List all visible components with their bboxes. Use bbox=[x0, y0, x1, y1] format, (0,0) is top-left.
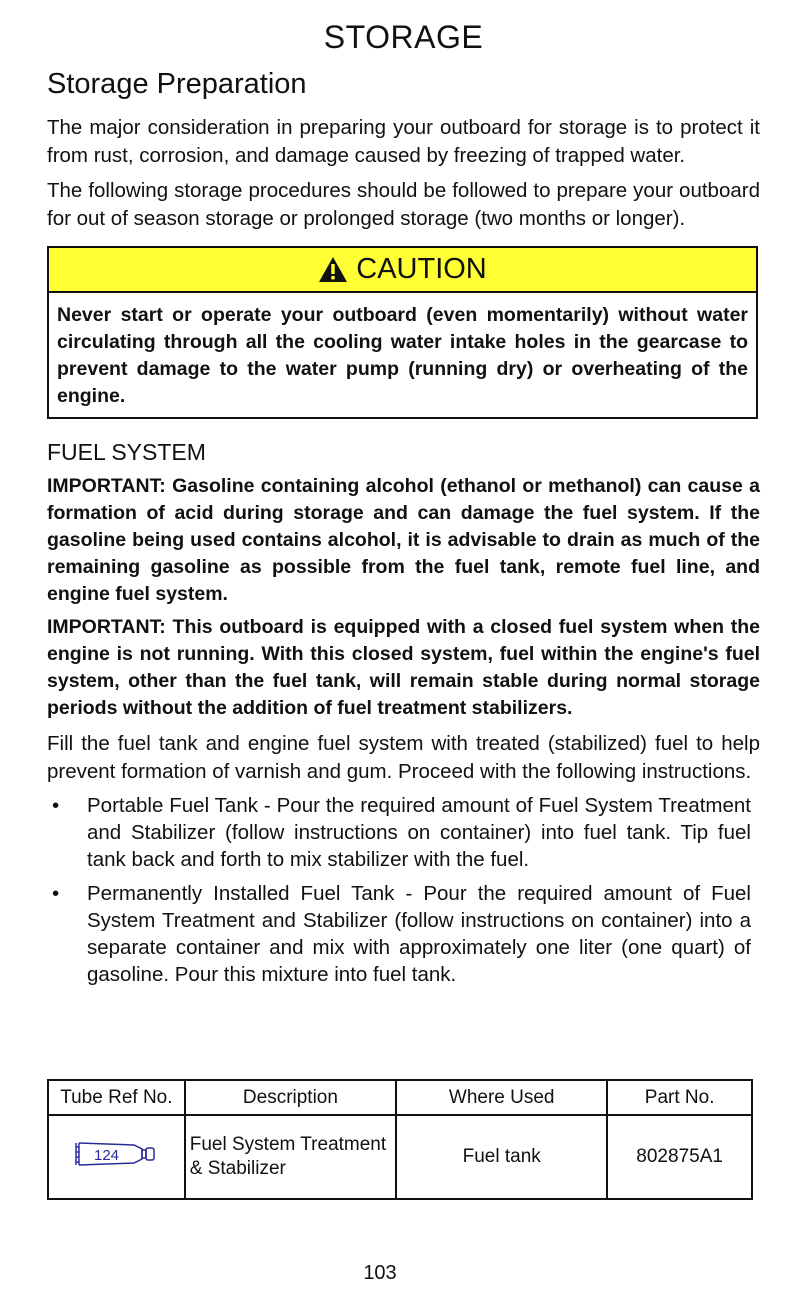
tube-ref-number: 124 bbox=[94, 1147, 120, 1164]
page bbox=[47, 0, 760, 988]
cell-part-no: 802875A1 bbox=[607, 1115, 752, 1199]
bullet-marker: • bbox=[52, 794, 60, 817]
lubricant-tube-icon bbox=[74, 1139, 158, 1169]
parts-table bbox=[47, 1079, 753, 1200]
intro-paragraph-2: The following storage procedures should be followed to prepare your outboard for out of season storage or prolonged storage (two months or longer). bbox=[47, 179, 760, 230]
bullet-text: Portable Fuel Tank - Pour the required amount of Fuel System Treatment and Stabilizer (follow instructions on container) into fuel tank. Tip fuel tank back and forth to mix stabilizer with the fuel. bbox=[87, 794, 751, 871]
warning-triangle-icon bbox=[318, 256, 348, 283]
cell-where-used: Fuel tank bbox=[396, 1115, 607, 1199]
caution-box bbox=[47, 246, 758, 419]
list-item bbox=[47, 792, 751, 873]
cell-description: Fuel System Treatment & Stabilizer bbox=[185, 1115, 396, 1199]
bullet-text: Permanently Installed Fuel Tank - Pour the required amount of Fuel System Treatment and Stabilizer (follow instructions on container) into a separate container and mix with approximately one liter (one quart) of gasoline. Pour this mixture into fuel tank. bbox=[87, 882, 751, 986]
header-tube-ref: Tube Ref No. bbox=[48, 1080, 185, 1115]
fuel-system-heading: FUEL SYSTEM bbox=[47, 439, 206, 465]
header-part-no: Part No. bbox=[607, 1080, 752, 1115]
page-number: 103 bbox=[363, 1262, 397, 1284]
caution-text: Never start or operate your outboard (even momentarily) without water circulating through all the cooling water intake holes in the gearcase to prevent damage to the water pump (running dry) or overheating of the engine. bbox=[57, 304, 748, 407]
storage-preparation-title: Storage Preparation bbox=[47, 68, 307, 100]
cell-tube-ref bbox=[48, 1115, 185, 1199]
section-title: STORAGE bbox=[323, 19, 484, 55]
fuel-instructions-paragraph: Fill the fuel tank and engine fuel system with treated (stabilized) fuel to help prevent formation of varnish and gum. Proceed with the following instructions. bbox=[47, 732, 760, 783]
intro-paragraph-1: The major consideration in preparing your outboard for storage is to protect it from rust, corrosion, and damage caused by freezing of trapped water. bbox=[47, 116, 760, 167]
table-header-row bbox=[48, 1080, 752, 1115]
table-row bbox=[48, 1115, 752, 1199]
header-description: Description bbox=[185, 1080, 396, 1115]
caution-header bbox=[49, 248, 756, 293]
list-item bbox=[47, 880, 751, 988]
important-note-2: IMPORTANT: This outboard is equipped with a closed fuel system when the engine is not running. With this closed system, fuel within the engine's fuel system, other than the fuel tank, will remain stable during normal storage periods without the addition of fuel treatment stabilizers. bbox=[47, 616, 760, 719]
caution-label: CAUTION bbox=[356, 253, 487, 285]
header-where-used: Where Used bbox=[396, 1080, 607, 1115]
important-note-1: IMPORTANT: Gasoline containing alcohol (ethanol or methanol) can cause a formation of acid during storage and can damage the fuel system. If the gasoline being used contains alcohol, it is advisable to drain as much of the remaining gasoline as possible from the fuel tank, remote fuel line, and engine fuel system. bbox=[47, 475, 760, 605]
bullet-marker: • bbox=[52, 882, 60, 905]
fuel-bullet-list bbox=[47, 792, 760, 988]
